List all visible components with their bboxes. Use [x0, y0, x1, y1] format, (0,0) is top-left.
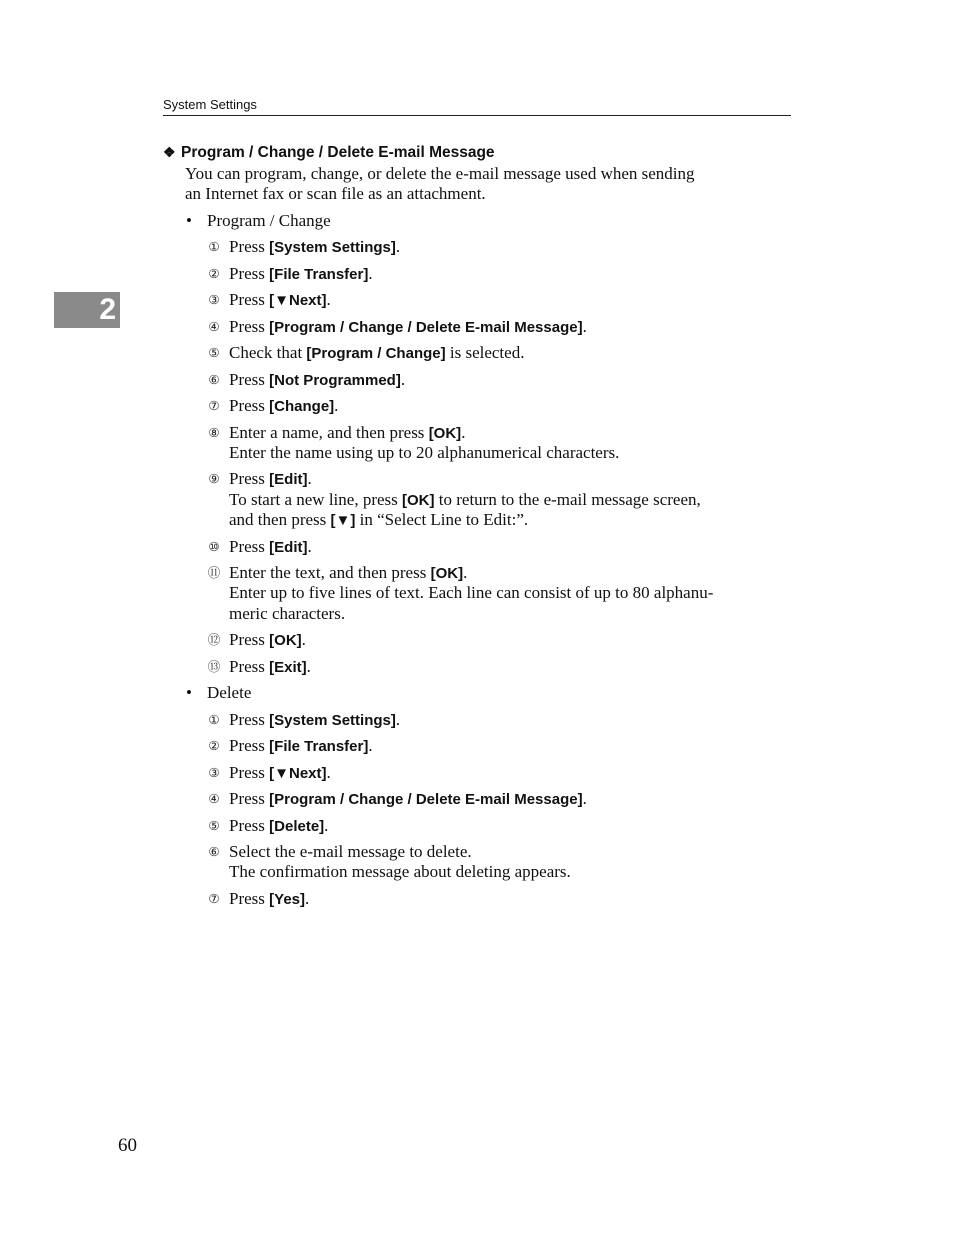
step-number: ③: [208, 292, 220, 307]
key-label: [File Transfer]: [269, 266, 369, 283]
diamond-bullet-icon: ❖: [163, 144, 176, 160]
step-note: The confirmation message about deleting appears.: [229, 862, 571, 881]
chapter-tab: [54, 292, 120, 328]
step-text: Press [▼Next].: [229, 290, 331, 309]
step-number: ⑦: [208, 891, 220, 906]
step-number: ⑨: [208, 471, 220, 486]
key-label: [File Transfer]: [269, 738, 369, 755]
step-text: Press [File Transfer].: [229, 736, 373, 755]
key-label: [Change]: [269, 398, 335, 415]
key-label: [▼Next]: [269, 765, 327, 782]
key-label: [Program / Change]: [306, 345, 446, 362]
step-text: Press [Program / Change / Delete E-mail Message].: [229, 789, 587, 808]
intro-line: You can program, change, or delete the e-mail message used when sending: [185, 164, 695, 183]
section-heading-title: Program / Change / Delete E-mail Message: [181, 144, 495, 161]
key-label: [Program / Change / Delete E-mail Message]: [269, 791, 583, 808]
section-heading: [163, 142, 495, 163]
step-text: Press [Exit].: [229, 657, 311, 676]
step-text: Enter a name, and then press [OK].: [229, 423, 466, 442]
step-text: Check that [Program / Change] is selected.: [229, 343, 525, 362]
key-label: [OK]: [428, 425, 462, 442]
step-number: ④: [208, 319, 220, 334]
bullet-icon: •: [186, 683, 192, 702]
step-text: Press [Not Programmed].: [229, 370, 406, 389]
step-number: ①: [208, 712, 220, 727]
step-number: ④: [208, 791, 220, 806]
step-text: Press [File Transfer].: [229, 264, 373, 283]
step-number: ⑩: [208, 539, 220, 554]
step-text: Press [OK].: [229, 630, 306, 649]
step-text: Press [▼Next].: [229, 763, 331, 782]
step-number: ⑫: [207, 632, 221, 647]
step-number: ②: [208, 738, 220, 753]
step-note: Enter the name using up to 20 alphanumerical characters.: [229, 443, 620, 462]
step-text: Enter the text, and then press [OK].: [229, 563, 468, 582]
key-label: [System Settings]: [269, 239, 396, 256]
step-number: ①: [208, 239, 220, 254]
step-text: Press [Delete].: [229, 816, 329, 835]
step-text: Press [Yes].: [229, 889, 310, 908]
key-label: [Edit]: [269, 471, 308, 488]
key-label: [Edit]: [269, 539, 308, 556]
key-label: [OK]: [269, 632, 302, 649]
step-text: Press [Change].: [229, 396, 339, 415]
key-label: [▼Next]: [269, 292, 327, 309]
header-section-title: System Settings: [163, 97, 257, 112]
bullet-program-change-label: Program / Change: [207, 211, 331, 230]
page-number: 60: [118, 1135, 137, 1156]
step-number: ⑤: [208, 345, 220, 360]
step-text: Press [Program / Change / Delete E-mail Message].: [229, 317, 587, 336]
step-text: Press [Edit].: [229, 537, 312, 556]
step-number: ②: [208, 266, 220, 281]
step-number: ⑤: [208, 818, 220, 833]
step-number: ⑬: [207, 659, 221, 674]
key-label: [Delete]: [269, 818, 325, 835]
step-number: ⑥: [208, 844, 220, 859]
key-label: [OK]: [430, 565, 464, 582]
key-label: [Exit]: [269, 659, 307, 676]
running-header: [163, 96, 791, 116]
bullet-icon: •: [186, 211, 192, 230]
step-note: and then press [▼] in “Select Line to Edit:”.: [229, 510, 529, 529]
key-label: [System Settings]: [269, 712, 396, 729]
key-label: [Not Programmed]: [269, 372, 401, 389]
key-label: [Program / Change / Delete E-mail Message]: [269, 319, 583, 336]
bullet-delete-label: Delete: [207, 683, 252, 702]
step-number: ⑦: [208, 398, 220, 413]
step-note: meric characters.: [229, 604, 346, 623]
step-number: ⑧: [208, 425, 220, 440]
step-number: ⑥: [208, 372, 220, 387]
step-number: ⑪: [207, 565, 221, 580]
step-note: To start a new line, press [OK] to return to the e-mail message screen,: [229, 490, 701, 509]
step-note: Enter up to five lines of text. Each line can consist of up to 80 alphanu-: [229, 583, 714, 602]
step-text: Press [System Settings].: [229, 237, 401, 256]
step-text: Select the e-mail message to delete.: [229, 842, 472, 861]
key-label: [Yes]: [269, 891, 306, 908]
key-label: [▼]: [330, 512, 356, 529]
step-number: ③: [208, 765, 220, 780]
chapter-number: 2: [99, 293, 116, 326]
key-label: [OK]: [402, 492, 435, 509]
step-text: Press [System Settings].: [229, 710, 401, 729]
intro-line: an Internet fax or scan file as an attachment.: [185, 184, 486, 203]
step-text: Press [Edit].: [229, 469, 312, 488]
